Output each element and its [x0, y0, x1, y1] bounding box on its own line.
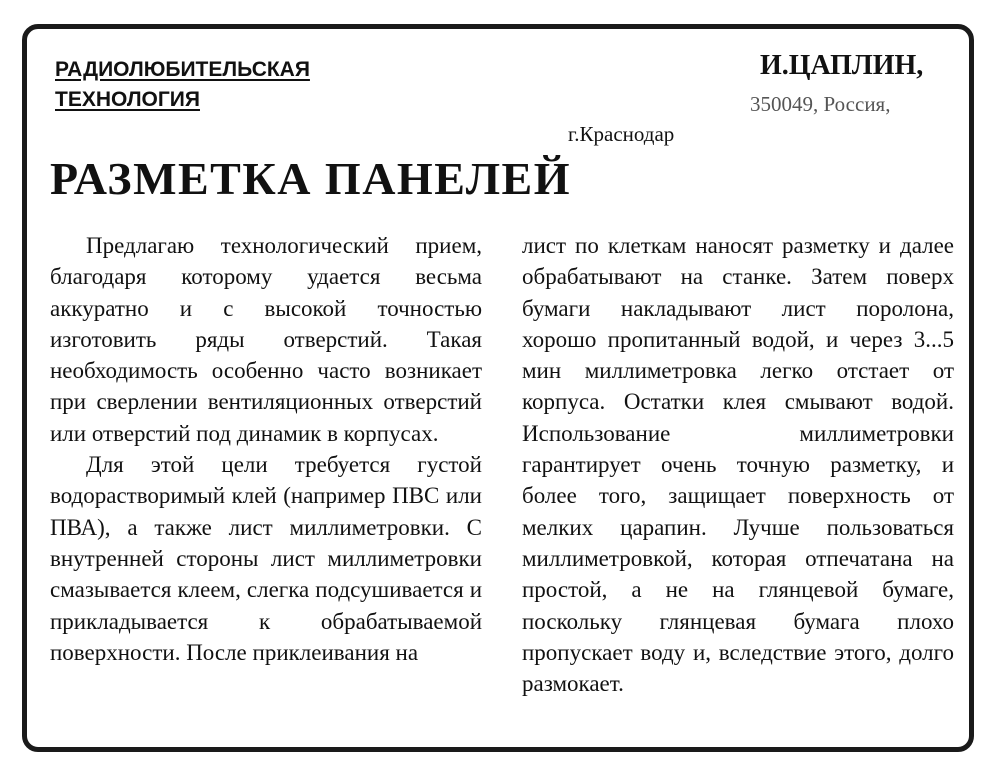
author-address: 350049, Россия,	[750, 92, 891, 116]
rubric-line-2: ТЕХНОЛОГИЯ	[55, 88, 200, 111]
rubric-line-1: РАДИОЛЮБИТЕЛЬСКАЯ	[55, 58, 310, 81]
left-paragraph-1: Предлагаю технологический прием, благодаря которому удается весьма аккуратно и с высокой точностью изготовить ряды отверстий. Такая необходимость особенно часто возникает при сверлении вентиляционных отверстий или отверстий под динамик в корпусах.	[50, 233, 482, 446]
article-title: РАЗМЕТКА ПАНЕЛЕЙ	[50, 153, 572, 204]
section-rubric	[55, 55, 310, 115]
author-name: И.ЦАПЛИН,	[760, 50, 924, 81]
left-paragraph-2: Для этой цели требуется густой водорастворимый клей (например ПВС или ПВА), а также лист миллиметровки. С внутренней стороны лист миллиметровки смазывается клеем, слегка подсушивается и прикладывается к обрабатываемой поверхности. После приклеивания на	[50, 452, 482, 665]
right-paragraph-1: лист по клеткам наносят разметку и далее обрабатывают на станке. Затем поверх бумаги накладывают лист поролона, хорошо пропитанный водой, и через 3...5 мин миллиметровка легко отстает от корпуса. Остатки клея смывают водой. Использование миллиметровки гарантирует очень точную разметку, и более того, защищает поверхность от мелких царапин. Лучше пользоваться миллиметровкой, которая отпечатана на простой, а не на глянцевой бумаге, поскольку глянцевая бумага плохо пропускает воду и, вследствие этого, долго размокает.	[522, 233, 954, 697]
author-city: г.Краснодар	[568, 122, 675, 146]
right-column	[522, 230, 954, 699]
left-column	[50, 230, 482, 668]
